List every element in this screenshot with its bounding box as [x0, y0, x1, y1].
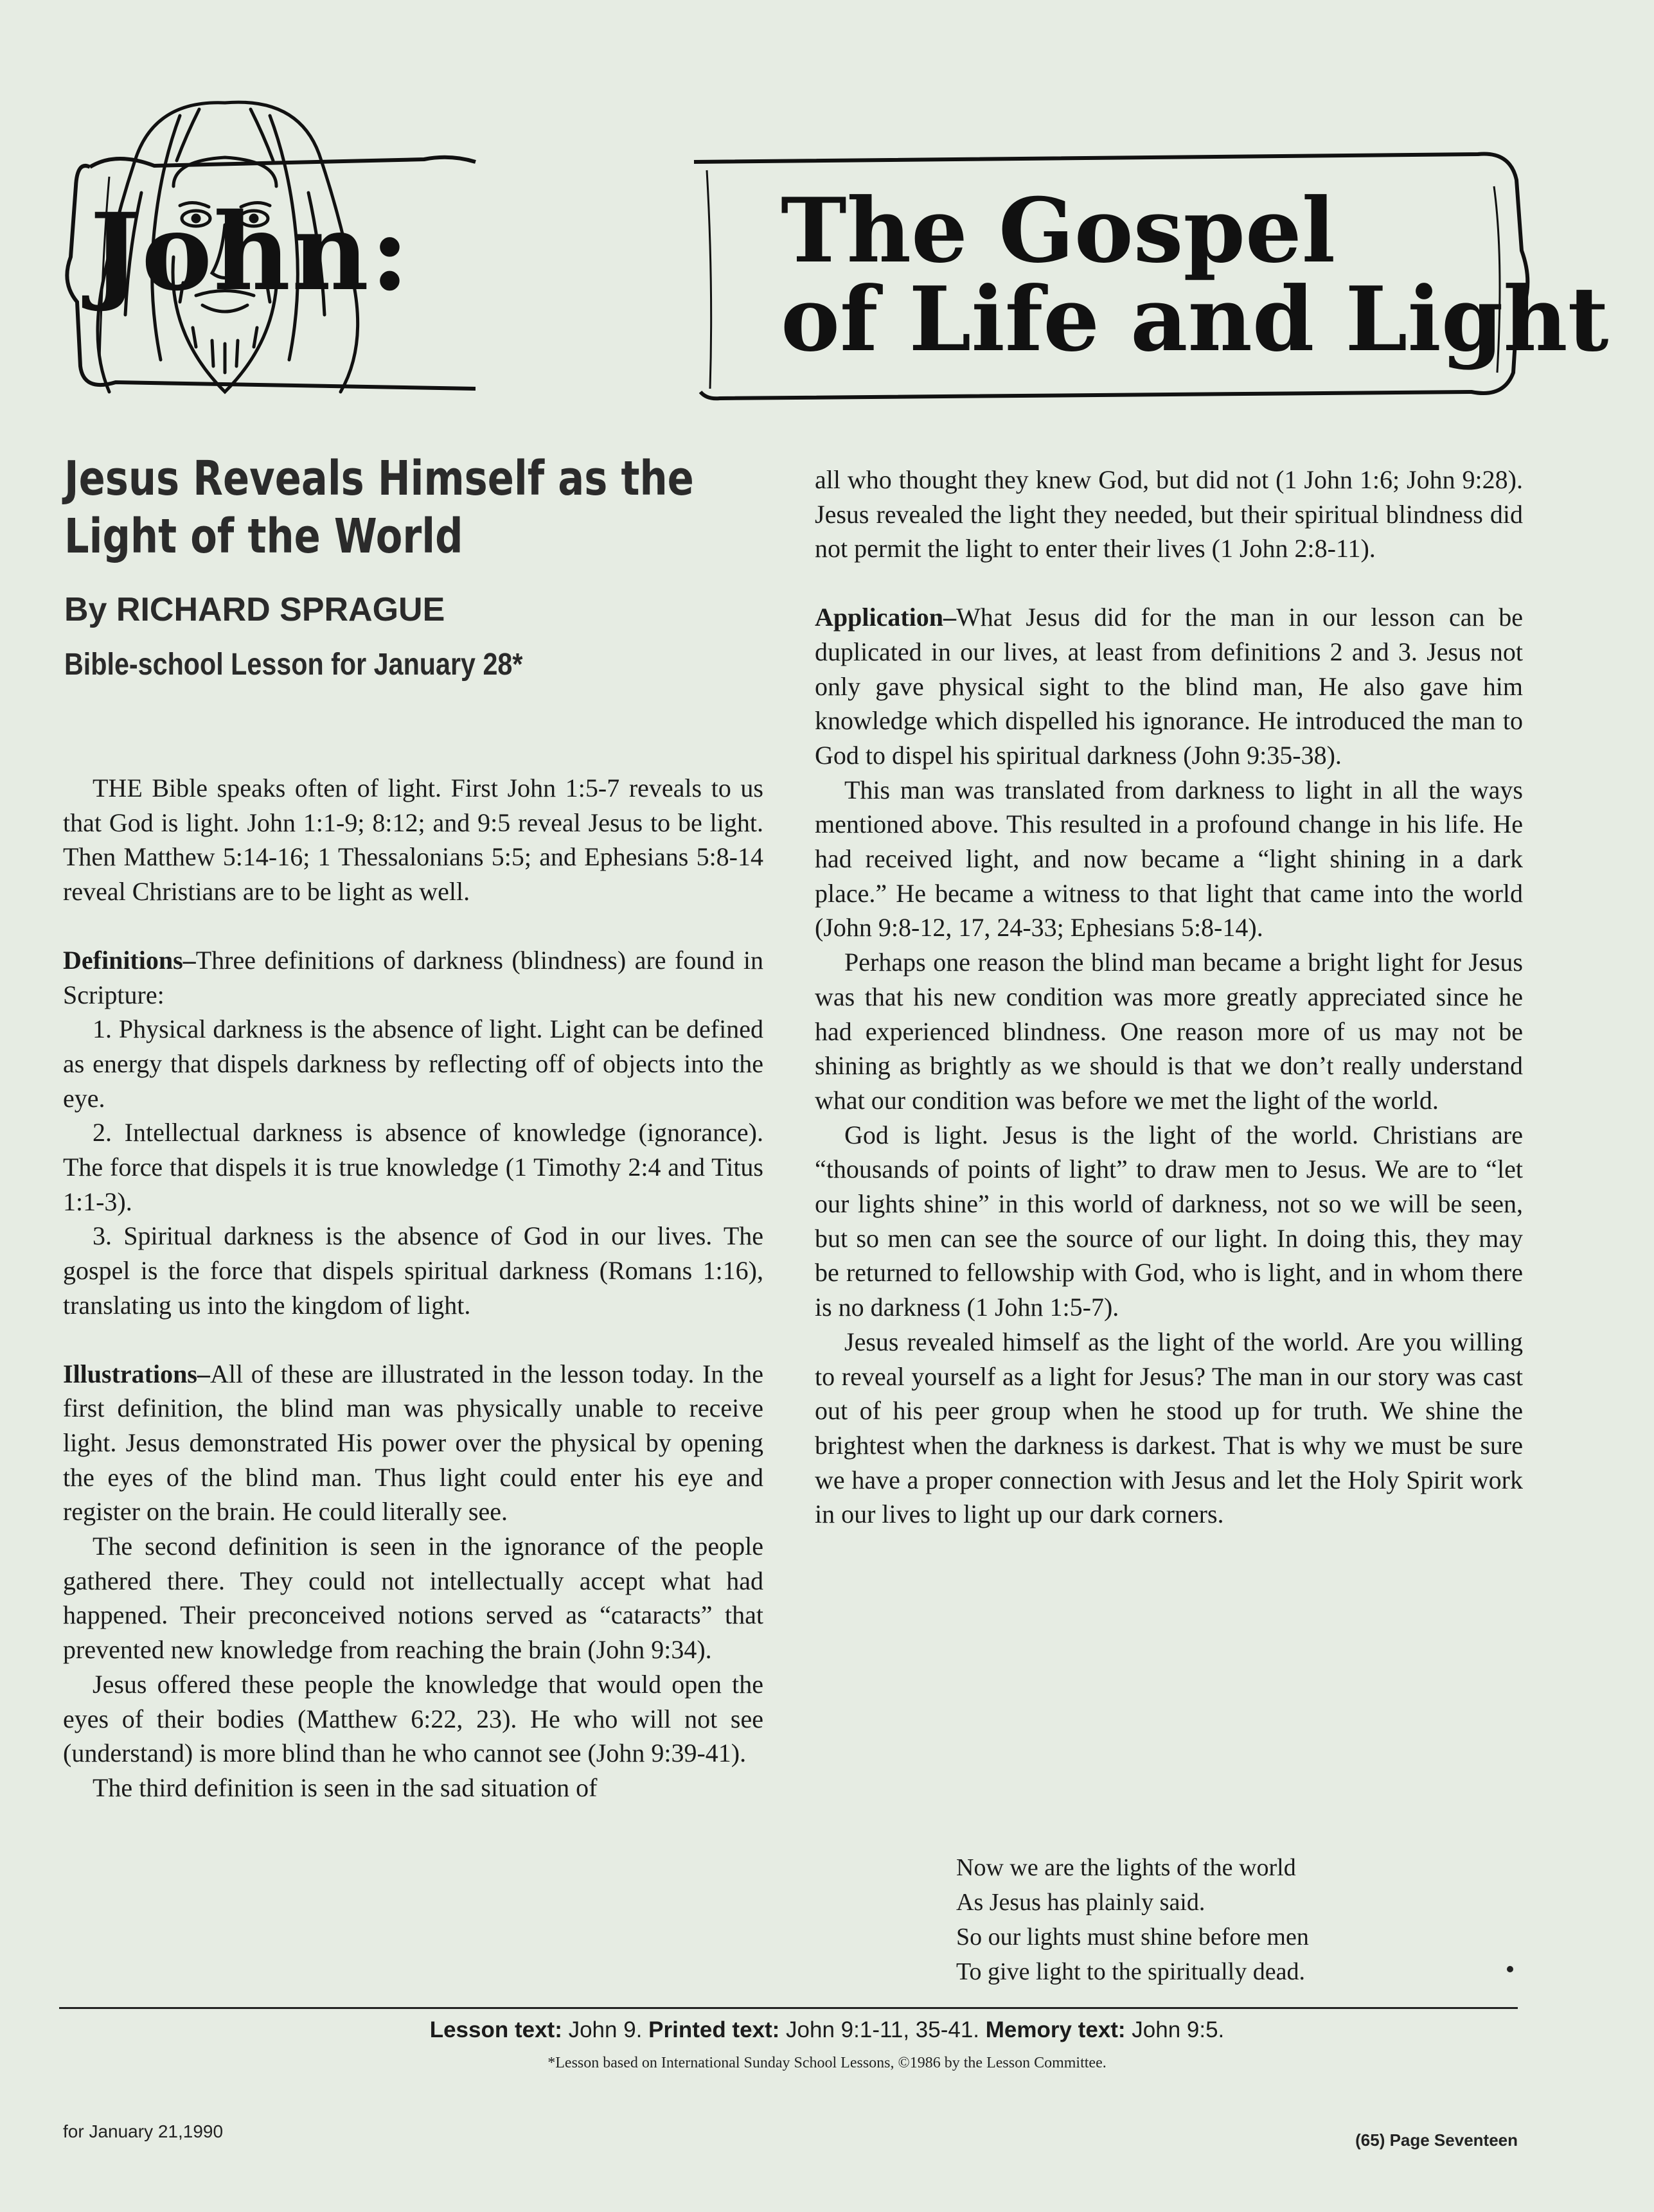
- banner-subtitle-line2: of Life and Light: [781, 267, 1609, 371]
- banner-subtitle: [781, 178, 1609, 371]
- poem-line-1: Now we are the lights of the world: [956, 1854, 1296, 1881]
- perhaps-paragraph: Perhaps one reason the blind man became a bright light for Jesus was that his new condition was more greatly appreciated since he had experienced blindness. One reason more of us may not be shining as brightly as we should is that we don’t really understand what our condition was before we met the light of the world.: [815, 948, 1523, 1115]
- definition-2: 2. Intellectual darkness is absence of knowledge (ignorance). The force that dispels it is true knowledge (1 Timothy 2:4 and Titus 1:1-3).: [63, 1118, 763, 1216]
- footer-divider: [59, 2007, 1518, 2009]
- definitions-text: Three definitions of darkness (blindness) are found in Scripture:: [63, 945, 763, 1009]
- closing-poem: [956, 1850, 1406, 1989]
- lesson-date: Bible-school Lesson for January 28*: [64, 647, 523, 682]
- second-definition-paragraph: The second definition is seen in the ignorance of the people gathered there. They could not intellectually accept what had happened. Their preconceived notions served as “cataracts” that prevented new knowledge from reaching the brain (John 9:34).: [63, 1532, 763, 1665]
- end-mark-dot: [1507, 1966, 1513, 1972]
- poem-line-4: To give light to the spiritually dead.: [956, 1958, 1305, 1985]
- definition-1: 1. Physical darkness is the absence of light. Light can be defined as energy that dispels darkness by reflecting off of objects into the eye.: [63, 1014, 763, 1113]
- banner-title-john: John:: [90, 190, 411, 314]
- scripture-references: [0, 2017, 1654, 2043]
- page-number: (65) Page Seventeen: [1355, 2130, 1518, 2150]
- lesson-title: [64, 450, 770, 566]
- lesson-heading: [64, 450, 771, 682]
- poem-line-2: As Jesus has plainly said.: [956, 1889, 1205, 1916]
- definitions-paragraph: [63, 943, 763, 1012]
- jesus-offered-paragraph: Jesus offered these people the knowledge that would open the eyes of their bodies (Matthew 6:22, 23). He who will not see (understand) is more blind than he who cannot see (John 9:39-41).: [63, 1669, 763, 1768]
- definitions-heading: Definitions–: [63, 945, 196, 975]
- lesson-text-value: John 9.: [562, 2017, 649, 2042]
- lesson-title-line2: Light of the World: [64, 509, 463, 565]
- lesson-title-line1: Jesus Reveals Himself as the: [64, 451, 694, 506]
- issue-date: for January 21,1990: [63, 2121, 224, 2141]
- lesson-text-label: Lesson text:: [429, 2017, 562, 2042]
- banner-subtitle-line1: The Gospel: [781, 178, 1336, 283]
- author-byline: By RICHARD SPRAGUE: [64, 590, 445, 628]
- illustrations-heading: Illustrations–: [63, 1359, 210, 1388]
- copyright-footnote: *Lesson based on International Sunday School Lessons, ©1986 by the Lesson Committee.: [547, 2055, 1107, 2071]
- memory-text-label: Memory text:: [985, 2017, 1126, 2042]
- god-is-light-paragraph: God is light. Jesus is the light of the world. Christians are “thousands of points of light” to draw men to Jesus. We are to “let our lights shine” in this world of darkness, not so we will be seen, but so men can see the source of our light. In doing this, they may be returned to fellowship with God, who is light, and in whom there is no darkness (1 John 1:5-7).: [815, 1120, 1523, 1322]
- application-paragraph: [815, 600, 1523, 773]
- application-text: What Jesus did for the man in our lesson can be duplicated in our lives, at least from definitions 2 and 3. Jesus not only gave physical sight to the blind man, He also gave him knowledge which dispelled his ignorance. He introduced the man to God to dispel his spiritual darkness (John 9:35-38).: [815, 603, 1523, 770]
- left-column: [63, 771, 763, 1805]
- right-column: [815, 463, 1523, 1532]
- continuation-paragraph: all who thought they knew God, but did not (1 John 1:6; John 9:28). Jesus revealed the light they needed, but their spiritual blindness did not permit the light to enter their lives (1 John 2:8-11).: [815, 465, 1523, 563]
- illustrations-text: All of these are illustrated in the lesson today. In the first definition, the blind man was physically unable to receive light. Jesus demonstrated His power over the physical by opening the eyes of the blind man. Thus light could enter his eye and register on the brain. He could literally see.: [63, 1359, 763, 1526]
- printed-text-value: John 9:1-11, 35-41.: [779, 2017, 986, 2042]
- printed-text-label: Printed text:: [648, 2017, 780, 2042]
- translated-paragraph: This man was translated from darkness to light in all the ways mentioned above. This resulted in a profound change in his life. He had received light, and now became a “light shining in a dark place.” He became a witness to that light that came into the world (John 9:8-12, 17, 24-33; Ephesians 5:8-14).: [815, 775, 1523, 942]
- definition-3: 3. Spiritual darkness is the absence of God in our lives. The gospel is the force that dispels spiritual darkness (Romans 1:16), translating us into the kingdom of light.: [63, 1221, 763, 1320]
- intro-paragraph: THE Bible speaks often of light. First John 1:5-7 reveals to us that God is light. John 1:1-9; 8:12; and 9:5 reveal Jesus to be light. Then Matthew 5:14-16; 1 Thessalonians 5:5; and Ephesians 5:8-14 reveal Christians are to be light as well.: [63, 774, 763, 907]
- poem-line-3: So our lights must shine before men: [956, 1924, 1309, 1951]
- third-definition-paragraph: The third definition is seen in the sad situation of: [93, 1773, 598, 1802]
- illustrations-paragraph: [63, 1357, 763, 1530]
- jesus-revealed-paragraph: Jesus revealed himself as the light of the world. Are you willing to reveal yourself as a light for Jesus? The man in our story was cast out of his peer group when he stood up for truth. We shine the brightest when the darkness is darkest. That is why we must be sure we have a proper connection with Jesus and let the Holy Spirit work in our lives to light up our dark corners.: [815, 1327, 1523, 1529]
- memory-text-value: John 9:5.: [1125, 2017, 1225, 2042]
- application-heading: Application–: [815, 603, 957, 632]
- title-banner: [64, 90, 1609, 424]
